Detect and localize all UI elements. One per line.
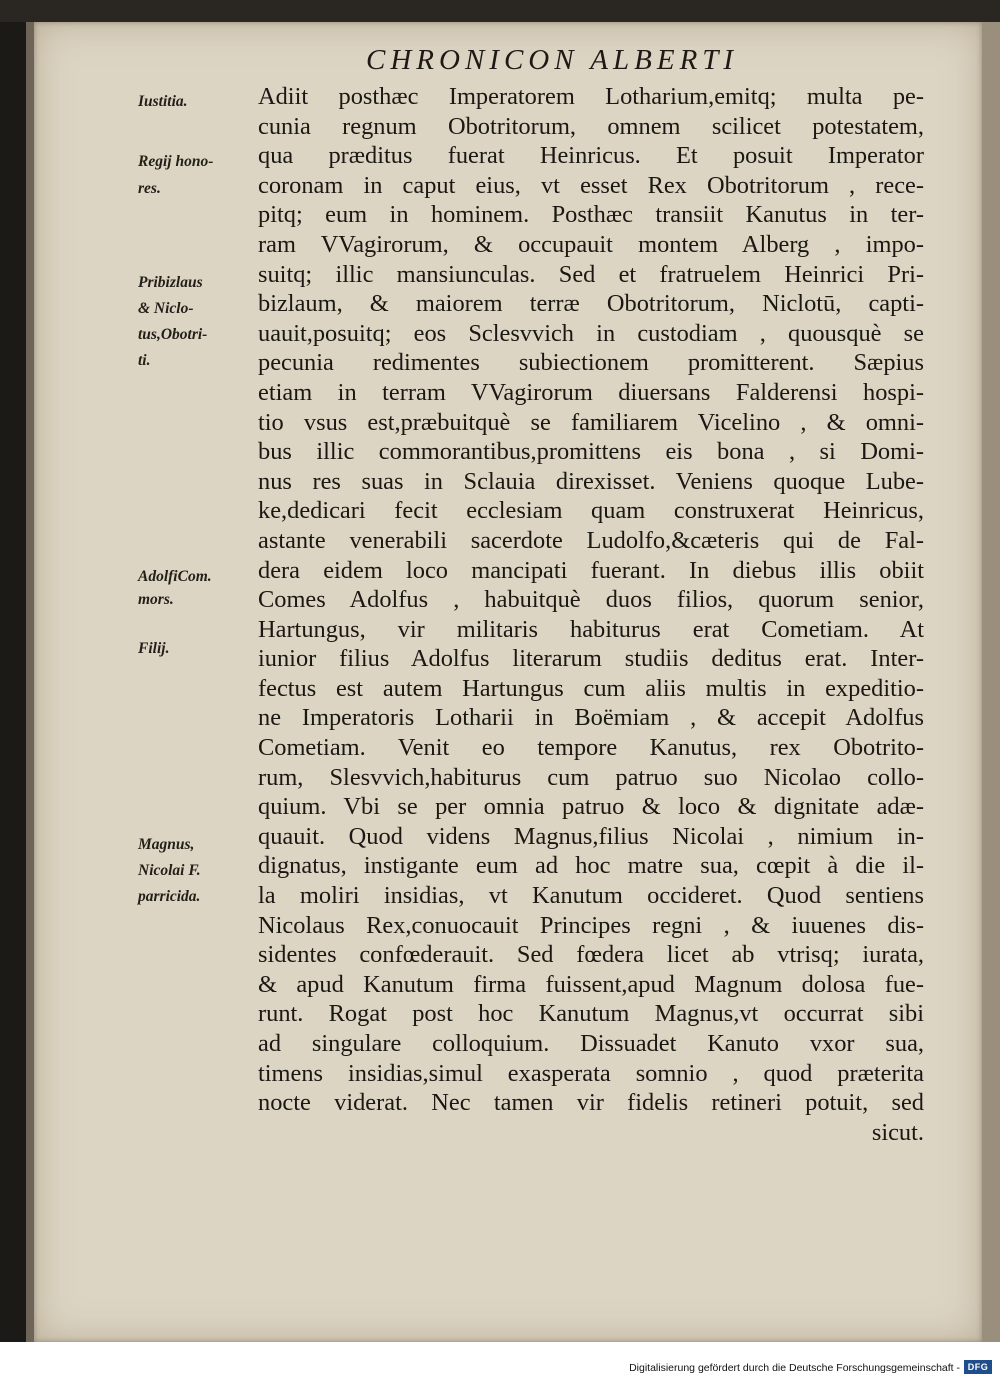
text-line: qua præditus fuerat Heinricus. Et posuit Imperator [258,142,924,170]
text-line: runt. Rogat post hoc Kanutum Magnus,vt occurrat sibi [258,1000,924,1028]
text-line: ke,dedicari fecit ecclesiam quam construxerat Heinricus, [258,497,924,525]
text-line: & apud Kanutum firma fuissent,apud Magnum dolosa fue- [258,970,924,998]
text-line: coronam in caput eius, vt esset Rex Obotritorum , rece- [258,171,924,199]
margin-note: Filij. [138,640,170,657]
text-line: Cometiam. Venit eo tempore Kanutus, rex Obotrito- [258,734,924,762]
text-line: dera eidem loco mancipati fuerant. In diebus illis obiit [258,556,924,584]
margin-note: res. [138,180,161,197]
text-line: iunior filius Adolfus literarum studiis deditus erat. Inter- [258,645,924,673]
text-line: dignatus, instigante eum ad hoc matre sua, cœpit à die il- [258,852,924,880]
footer-credit: Digitalisierung gefördert durch die Deutsche Forschungsgemeinschaft - [629,1362,960,1374]
dfg-logo[interactable]: DFG [964,1360,992,1374]
margin-note: Nicolai F. [138,862,201,879]
text-line: bizlaum, & maiorem terræ Obotritorum, Niclotū, capti- [258,290,924,318]
text-line: ad singulare colloquium. Dissuadet Kanuto vxor sua, [258,1030,924,1057]
margin-note: tus,Obotri- [138,326,208,343]
text-line: tio vsus est,præbuitquè se familiarem Vicelino , & omni- [258,408,924,436]
text-line: ram VVagirorum, & occupauit montem Alberg , impo- [258,230,924,258]
margin-note: Pribizlaus [138,274,203,291]
text-line: bus illic commorantibus,promittens eis bona , si Domi- [258,438,924,466]
margin-note: Regij hono- [138,153,214,170]
text-line: la moliri insidias, vt Kanutum occideret. Quod sentiens [258,882,924,910]
catchword: sicut. [871,1118,924,1146]
text-line: fectus est autem Hartungus cum aliis multis in expeditio- [258,674,924,702]
text-line: quauit. Quod videns Magnus,filius Nicolai , nimium in- [258,822,924,850]
margin-note: & Niclo- [138,300,194,317]
page-left-edge [26,22,34,1342]
digitization-footer [0,1342,1000,1378]
text-line: uauit,posuitq; eos Sclesvvich in custodiam , quousquè se [258,319,924,347]
page-right-edge [982,22,1000,1342]
text-line: Comes Adolfus , habuitquè duos filios, quorum senior, [258,586,924,614]
text-line: astante venerabili sacerdote Ludolfo,&cæteris qui de Fal- [258,526,924,554]
margin-note: Iustitia. [138,93,188,110]
text-line: Adiit posthæc Imperatorem Lotharium,emitq; multa pe- [258,83,924,110]
text-line: suitq; illic mansiunculas. Sed et fratruelem Heinrici Pri- [258,260,924,288]
text-line: Nicolaus Rex,conuocauit Principes regni , & iuuenes dis- [258,911,924,939]
text-line: sidentes confœderauit. Sed fœdera licet ab vtrisq; iurata, [258,941,924,969]
text-line: cunia regnum Obotritorum, omnem scilicet potestatem, [258,112,924,140]
text-line: timens insidias,simul exasperata somnio , quod præterita [258,1059,924,1087]
margin-note: mors. [138,591,174,608]
running-head: CHRONICON ALBERTI [366,44,739,76]
text-line: Hartungus, vir militaris habiturus erat Cometiam. At [258,615,924,643]
text-line: rum, Slesvvich,habiturus cum patruo suo Nicolao collo- [258,763,924,791]
margin-note: ti. [138,352,151,369]
text-line: nocte viderat. Nec tamen vir fidelis retineri potuit, sed [258,1089,924,1117]
text-line: pecunia redimentes subiectionem promitterent. Sæpius [258,349,924,377]
margin-note: AdolfiCom. [138,568,212,585]
text-line: quium. Vbi se per omnia patruo & loco & dignitate adæ- [258,793,924,821]
text-line: ne Imperatoris Lotharii in Boëmiam , & accepit Adolfus [258,704,924,732]
text-line: etiam in terram VVagirorum diuersans Falderensi hospi- [258,378,924,406]
margin-note: Magnus, [138,836,195,853]
margin-note: parricida. [138,888,201,905]
body-text [258,82,924,1147]
text-line: nus res suas in Sclauia direxisset. Veniens quoque Lube- [258,467,924,495]
scan-frame-top [0,0,1000,22]
text-line: pitq; eum in hominem. Posthæc transiit Kanutus in ter- [258,201,924,229]
